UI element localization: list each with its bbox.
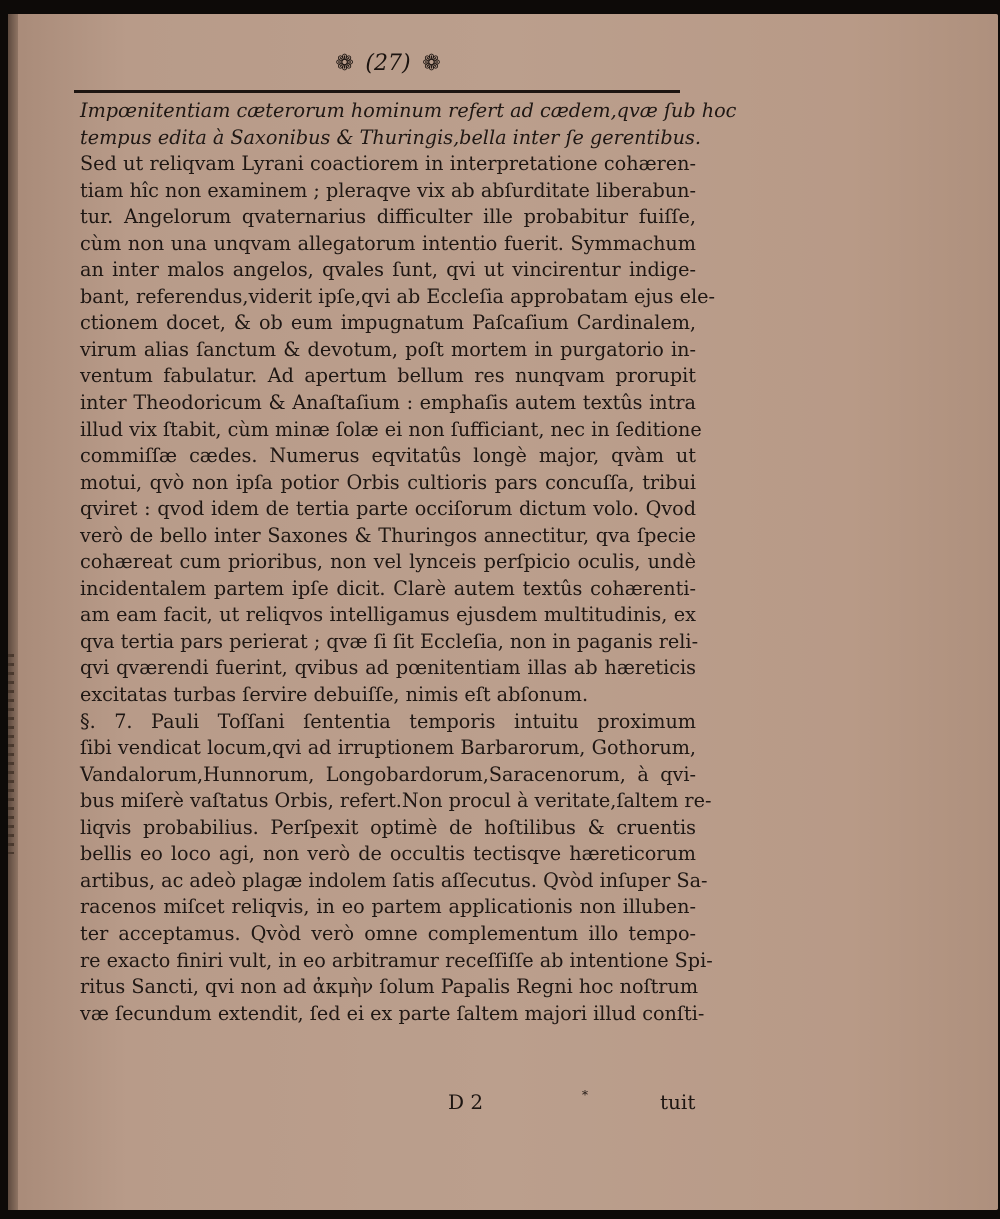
book-page: [8, 14, 998, 1210]
text-line: cohæreat cum prioribus, non vel lynceis perſpicio oculis, undè: [80, 550, 696, 574]
page-number: (27): [365, 51, 411, 76]
text-line: virum alias ſanctum & devotum, poſt mortem in purgatorio in-: [80, 337, 696, 361]
text-line: §. 7. Pauli Toſſani ſententia temporis intuitu proximum: [80, 709, 696, 733]
page-gutter-edge: [8, 14, 18, 1210]
text-line: tempus edita à Saxonibus & Thuringis,bella inter ſe gerentibus.: [80, 125, 701, 149]
text-line: qva tertia pars perierat ; qvæ ſi ſit Eccleſia, non in paganis reli-: [80, 629, 699, 653]
text-line: bellis eo loco agi, non verò de occultis tectisqve hæreticorum: [80, 842, 696, 866]
catchword: tuit: [660, 1090, 696, 1114]
flower-ornament-right-icon: ❁: [422, 51, 441, 76]
text-line: ritus Sancti, qvi non ad ἀκμὴν ſolum Papalis Regni hoc noſtrum: [80, 975, 699, 999]
binding-stitches: [8, 654, 14, 854]
text-line: racenos miſcet reliqvis, in eo partem applicationis non illuben-: [80, 895, 696, 919]
page-footer: [8, 1090, 1000, 1120]
body-text: [80, 98, 737, 1027]
text-line: commiſſæ cædes. Numerus eqvitatûs longè major, qvàm ut: [80, 444, 696, 468]
text-line: artibus, ac adeò plagæ indolem ſatis aſſecutus. Qvòd inſuper Sa-: [80, 868, 708, 892]
text-line: bus miſerè vaſtatus Orbis, refert.Non procul à veritate,ſaltem re-: [80, 789, 712, 813]
text-line: væ ſecundum extendit, ſed ei ex parte ſaltem majori illud conſti-: [80, 1001, 705, 1025]
text-line: bant, referendus,viderit ipſe,qvi ab Eccleſia approbatam ejus ele-: [80, 284, 715, 308]
text-line: Sed ut reliqvam Lyrani coactiorem in interpretatione cohæren-: [80, 152, 696, 176]
text-line: ter acceptamus. Qvòd verò omne complementum illo tempo-: [80, 921, 696, 945]
header-rule: [74, 90, 680, 93]
footer-asterisk: *: [582, 1088, 588, 1102]
flower-ornament-left-icon: ❁: [335, 51, 354, 76]
text-line: ſibi vendicat locum,qvi ad irruptionem Barbarorum, Gothorum,: [80, 736, 696, 760]
text-line: qviret : qvod idem de tertia parte occiſorum dictum volo. Qvod: [80, 497, 696, 521]
text-line: liqvis probabilius. Perſpexit optimè de hoſtilibus & cruentis: [80, 815, 696, 839]
running-head: [8, 48, 768, 76]
text-line: re exacto finiri vult, in eo arbitramur receſſiſſe ab intentione Spi-: [80, 948, 713, 972]
text-line: incidentalem partem ipſe dicit. Clarè autem textûs cohærenti-: [80, 576, 696, 600]
text-line: Impœnitentiam cæterorum hominum refert ad cædem,qvæ ſub hoc: [80, 99, 737, 122]
text-line: am eam facit, ut reliqvos intelligamus ejusdem multitudinis, ex: [80, 603, 696, 627]
signature-mark: D 2: [448, 1090, 484, 1114]
text-line: tur. Angelorum qvaternarius difficulter ille probabitur fuiſſe,: [80, 205, 696, 229]
text-line: excitatas turbas ſervire debuiſſe, nimis eſt abſonum.: [80, 683, 589, 707]
text-line: ctionem docet, & ob eum impugnatum Paſcaſium Cardinalem,: [80, 311, 696, 335]
text-line: an inter malos angelos, qvales ſunt, qvi ut vincirentur indige-: [80, 258, 696, 282]
text-line: ventum fabulatur. Ad apertum bellum res nunqvam prorupit: [80, 364, 696, 388]
text-line: illud vix ſtabit, cùm minæ ſolæ ei non ſufficiant, nec in ſeditione: [80, 417, 702, 441]
text-line: qvi qværendi fuerint, qvibus ad pœnitentiam illas ab hæreticis: [80, 656, 696, 680]
text-line: tiam hîc non examinem ; pleraqve vix ab abſurditate liberabun-: [80, 178, 696, 202]
text-line: inter Theodoricum & Anaſtaſium : emphaſis autem textûs intra: [80, 391, 696, 415]
text-line: verò de bello inter Saxones & Thuringos annectitur, qva ſpecie: [80, 523, 696, 547]
text-line: motui, qvò non ipſa potior Orbis cultioris pars concuſſa, tribui: [80, 470, 696, 494]
text-line: cùm non una unqvam allegatorum intentio fuerit. Symmachum: [80, 231, 696, 255]
text-line: Vandalorum,Hunnorum, Longobardorum,Saracenorum, à qvi-: [80, 762, 696, 786]
